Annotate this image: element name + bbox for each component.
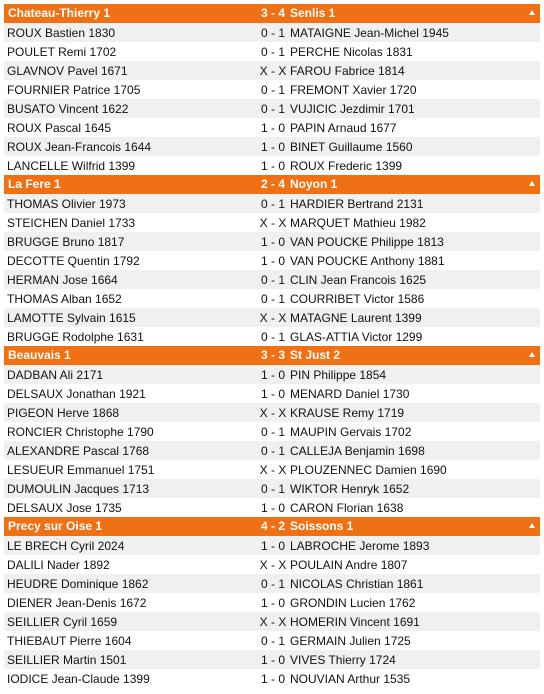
white-player: GLAVNOV Pavel 1671 (7, 64, 128, 78)
white-player: ROUX Bastien 1830 (7, 26, 116, 40)
match-header[interactable] (4, 517, 540, 536)
white-player: DECOTTE Quentin 1792 (7, 254, 140, 268)
black-player: MARQUET Mathieu 1982 (290, 216, 426, 230)
black-player: MENARD Daniel 1730 (290, 387, 410, 401)
game-result: 0 - 1 (260, 482, 285, 496)
games-list (0, 365, 544, 517)
game-result: 1 - 0 (260, 159, 285, 173)
black-player: ROUX Frederic 1399 (290, 159, 403, 173)
black-player: WIKTOR Henryk 1652 (290, 482, 410, 496)
game-result: 0 - 1 (260, 83, 285, 97)
game-row (4, 61, 540, 80)
black-player: PLOUZENNEC Damien 1690 (290, 463, 447, 477)
game-result: 1 - 0 (260, 653, 285, 667)
games-list (0, 536, 544, 688)
game-row (4, 403, 540, 422)
team-score: 2 - 4 (260, 177, 285, 191)
white-player: ROUX Pascal 1645 (7, 121, 112, 135)
game-result: X - X (259, 311, 287, 325)
team-match (0, 4, 544, 175)
black-player: CLIN Jean Francois 1625 (290, 273, 427, 287)
white-player: ALEXANDRE Pascal 1768 (7, 444, 150, 458)
game-row (4, 118, 540, 137)
match-header[interactable] (4, 346, 540, 365)
white-player: DELSAUX Jonathan 1921 (7, 387, 146, 401)
team-score: 4 - 2 (260, 519, 285, 533)
game-result: 1 - 0 (260, 596, 285, 610)
white-player: STEICHEN Daniel 1733 (7, 216, 136, 230)
white-player: DUMOULIN Jacques 1713 (7, 482, 150, 496)
game-row (4, 327, 540, 346)
game-result: 1 - 0 (260, 140, 285, 154)
game-result: X - X (259, 558, 287, 572)
game-row (4, 384, 540, 403)
game-row (4, 498, 540, 517)
game-row (4, 99, 540, 118)
black-player: VIVES Thierry 1724 (290, 653, 396, 667)
game-row (4, 555, 540, 574)
game-row (4, 137, 540, 156)
black-player: CALLEJA Benjamin 1698 (290, 444, 425, 458)
white-player: THIEBAUT Pierre 1604 (7, 634, 132, 648)
home-team-name: Precy sur Oise 1 (8, 519, 103, 533)
black-player: GLAS-ATTIA Victor 1299 (290, 330, 423, 344)
game-row (4, 251, 540, 270)
white-player: SEILLIER Cyril 1659 (7, 615, 118, 629)
game-result: 1 - 0 (260, 254, 285, 268)
game-result: 1 - 0 (260, 672, 285, 686)
game-row (4, 460, 540, 479)
game-row (4, 441, 540, 460)
game-result: 0 - 1 (260, 577, 285, 591)
game-row (4, 593, 540, 612)
game-result: 1 - 0 (260, 387, 285, 401)
away-team-name: Noyon 1 (290, 177, 338, 191)
game-result: 0 - 1 (260, 292, 285, 306)
game-result: 0 - 1 (260, 45, 285, 59)
white-player: DALILI Nader 1892 (7, 558, 110, 572)
white-player: HERMAN Jose 1664 (7, 273, 118, 287)
game-result: X - X (259, 406, 287, 420)
game-result: 0 - 1 (260, 102, 285, 116)
white-player: ROUX Jean-Francois 1644 (7, 140, 152, 154)
white-player: PIGEON Herve 1868 (7, 406, 120, 420)
white-player: BRUGGE Bruno 1817 (7, 235, 125, 249)
game-result: X - X (259, 64, 287, 78)
game-row (4, 308, 540, 327)
white-player: BRUGGE Rodolphe 1631 (7, 330, 144, 344)
game-result: 1 - 0 (260, 235, 285, 249)
white-player: SEILLIER Martin 1501 (7, 653, 127, 667)
home-team-name: Beauvais 1 (8, 348, 71, 362)
white-player: THOMAS Olivier 1973 (7, 197, 126, 211)
game-result: X - X (259, 615, 287, 629)
black-player: NICOLAS Christian 1861 (290, 577, 424, 591)
white-player: LE BRECH Cyril 2024 (7, 539, 125, 553)
black-player: GRONDIN Lucien 1762 (290, 596, 416, 610)
black-player: NOUVIAN Arthur 1535 (290, 672, 411, 686)
game-row (4, 156, 540, 175)
black-player: VUJICIC Jezdimir 1701 (290, 102, 415, 116)
game-result: 1 - 0 (260, 121, 285, 135)
game-row (4, 479, 540, 498)
game-result: 0 - 1 (260, 26, 285, 40)
game-result: 0 - 1 (260, 444, 285, 458)
game-result: X - X (259, 463, 287, 477)
white-player: LANCELLE Wilfrid 1399 (7, 159, 136, 173)
white-player: HEUDRE Dominique 1862 (7, 577, 149, 591)
collapse-arrow-up-icon[interactable] (529, 352, 535, 357)
white-player: BUSATO Vincent 1622 (7, 102, 129, 116)
black-player: MAUPIN Gervais 1702 (290, 425, 412, 439)
white-player: RONCIER Christophe 1790 (7, 425, 154, 439)
game-row (4, 232, 540, 251)
away-team-name: St Just 2 (290, 348, 341, 362)
black-player: FAROU Fabrice 1814 (290, 64, 405, 78)
game-result: X - X (259, 216, 287, 230)
collapse-arrow-up-icon[interactable] (529, 523, 535, 528)
game-row (4, 80, 540, 99)
game-row (4, 194, 540, 213)
black-player: POULAIN Andre 1807 (290, 558, 408, 572)
team-match (0, 346, 544, 517)
game-row (4, 289, 540, 308)
black-player: FREMONT Xavier 1720 (290, 83, 417, 97)
team-score: 3 - 4 (260, 6, 285, 20)
games-list (0, 194, 544, 346)
game-result: 1 - 0 (260, 368, 285, 382)
black-player: VAN POUCKE Anthony 1881 (290, 254, 445, 268)
game-row (4, 270, 540, 289)
black-player: MATAIGNE Jean-Michel 1945 (290, 26, 449, 40)
white-player: THOMAS Alban 1652 (7, 292, 122, 306)
game-row (4, 536, 540, 555)
game-result: 0 - 1 (260, 197, 285, 211)
game-row (4, 213, 540, 232)
game-result: 0 - 1 (260, 273, 285, 287)
games-list (0, 23, 544, 175)
away-team-name: Senlis 1 (290, 6, 336, 20)
team-match (0, 517, 544, 688)
black-player: BINET Guillaume 1560 (290, 140, 413, 154)
away-team-name: Soissons 1 (290, 519, 354, 533)
team-score: 3 - 3 (260, 348, 285, 362)
game-row (4, 650, 540, 669)
white-player: LAMOTTE Sylvain 1615 (7, 311, 136, 325)
collapse-arrow-up-icon[interactable] (529, 181, 535, 186)
black-player: LABROCHE Jerome 1893 (290, 539, 430, 553)
white-player: FOURNIER Patrice 1705 (7, 83, 141, 97)
home-team-name: Chateau-Thierry 1 (8, 6, 111, 20)
home-team-name: La Fere 1 (8, 177, 61, 191)
black-player: VAN POUCKE Philippe 1813 (290, 235, 444, 249)
collapse-arrow-up-icon[interactable] (529, 10, 535, 15)
black-player: PERCHE Nicolas 1831 (290, 45, 413, 59)
white-player: DELSAUX Jose 1735 (7, 501, 122, 515)
white-player: DIENER Jean-Denis 1672 (7, 596, 147, 610)
white-player: POULET Remi 1702 (7, 45, 117, 59)
game-result: 1 - 0 (260, 501, 285, 515)
white-player: DADBAN Ali 2171 (7, 368, 104, 382)
game-result: 1 - 0 (260, 539, 285, 553)
game-result: 0 - 1 (260, 330, 285, 344)
game-row (4, 42, 540, 61)
game-row (4, 574, 540, 593)
game-row (4, 669, 540, 688)
match-header[interactable] (4, 175, 540, 194)
game-row (4, 23, 540, 42)
black-player: KRAUSE Remy 1719 (290, 406, 405, 420)
white-player: LESUEUR Emmanuel 1751 (7, 463, 155, 477)
black-player: HARDIER Bertrand 2131 (290, 197, 424, 211)
black-player: COURRIBET Victor 1586 (290, 292, 425, 306)
black-player: HOMERIN Vincent 1691 (290, 615, 420, 629)
team-match (0, 175, 544, 346)
black-player: PAPIN Arnaud 1677 (290, 121, 397, 135)
black-player: MATAGNE Laurent 1399 (290, 311, 422, 325)
game-row (4, 612, 540, 631)
black-player: CARON Florian 1638 (290, 501, 404, 515)
game-row (4, 422, 540, 441)
black-player: GERMAIN Julien 1725 (290, 634, 411, 648)
white-player: IODICE Jean-Claude 1399 (7, 672, 150, 686)
match-header[interactable] (4, 4, 540, 23)
game-row (4, 631, 540, 650)
black-player: PIN Philippe 1854 (290, 368, 387, 382)
game-row (4, 365, 540, 384)
game-result: 0 - 1 (260, 634, 285, 648)
game-result: 0 - 1 (260, 425, 285, 439)
